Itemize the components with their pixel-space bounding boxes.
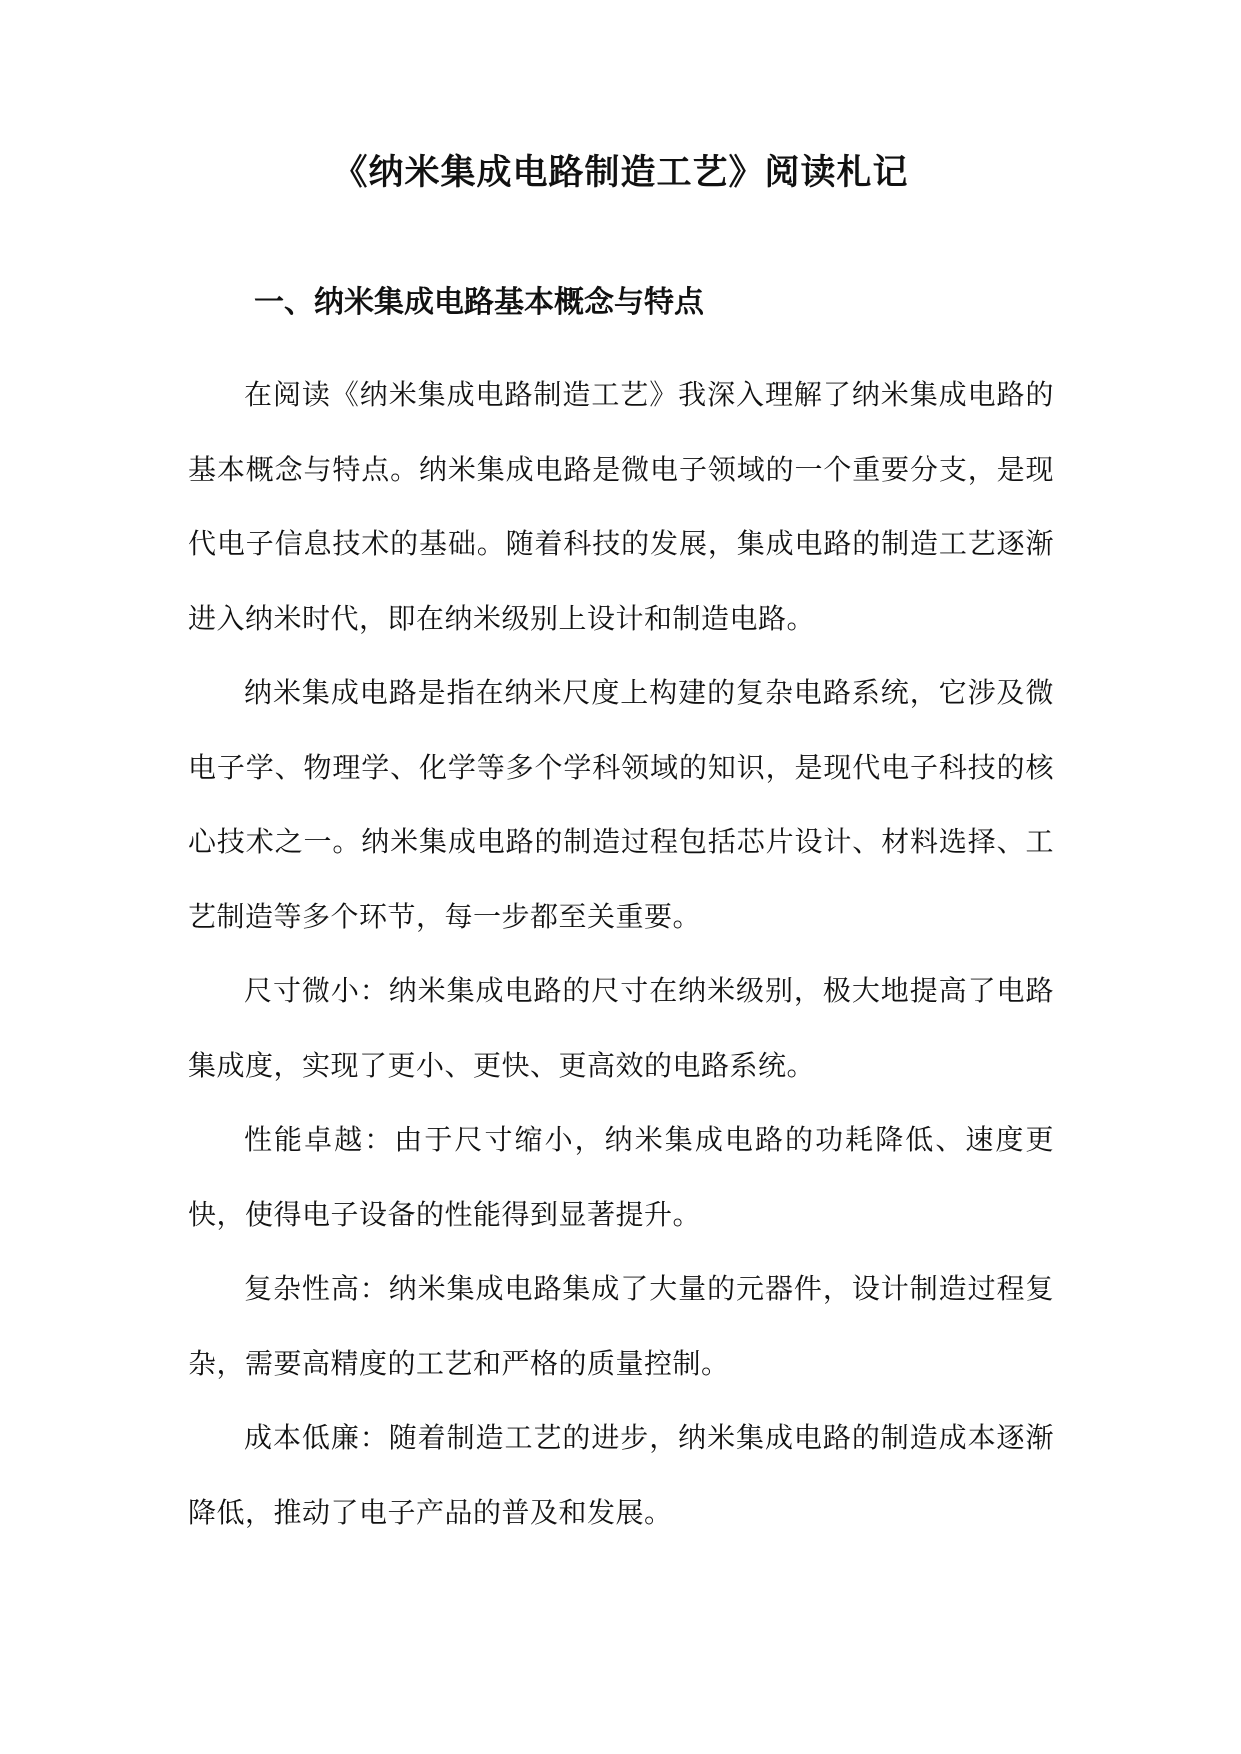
- paragraph: 复杂性高：纳米集成电路集成了大量的元器件，设计制造过程复杂，需要高精度的工艺和严格的质量控制。: [188, 1272, 1054, 1380]
- paragraph: 在阅读《纳米集成电路制造工艺》我深入理解了纳米集成电路的基本概念与特点。纳米集成电路是微电子领域的一个重要分支，是现代电子信息技术的基础。随着科技的发展，集成电路的制造工艺逐渐进入纳米时代，即在纳米级别上设计和制造电路。: [188, 378, 1054, 635]
- section-heading: 一、纳米集成电路基本概念与特点: [254, 285, 704, 320]
- paragraph: 性能卓越：由于尺寸缩小，纳米集成电路的功耗降低、速度更快，使得电子设备的性能得到显著提升。: [188, 1123, 1054, 1231]
- paragraph: 成本低廉：随着制造工艺的进步，纳米集成电路的制造成本逐渐降低，推动了电子产品的普及和发展。: [188, 1421, 1054, 1529]
- body-text: [188, 358, 1054, 1550]
- paragraph: 尺寸微小：纳米集成电路的尺寸在纳米级别，极大地提高了电路集成度，实现了更小、更快、更高效的电路系统。: [188, 974, 1054, 1082]
- document-title: 《纳米集成电路制造工艺》阅读札记: [332, 152, 909, 193]
- paragraph: 纳米集成电路是指在纳米尺度上构建的复杂电路系统，它涉及微电子学、物理学、化学等多个学科领域的知识，是现代电子科技的核心技术之一。纳米集成电路的制造过程包括芯片设计、材料选择、工艺制造等多个环节，每一步都至关重要。: [188, 676, 1054, 933]
